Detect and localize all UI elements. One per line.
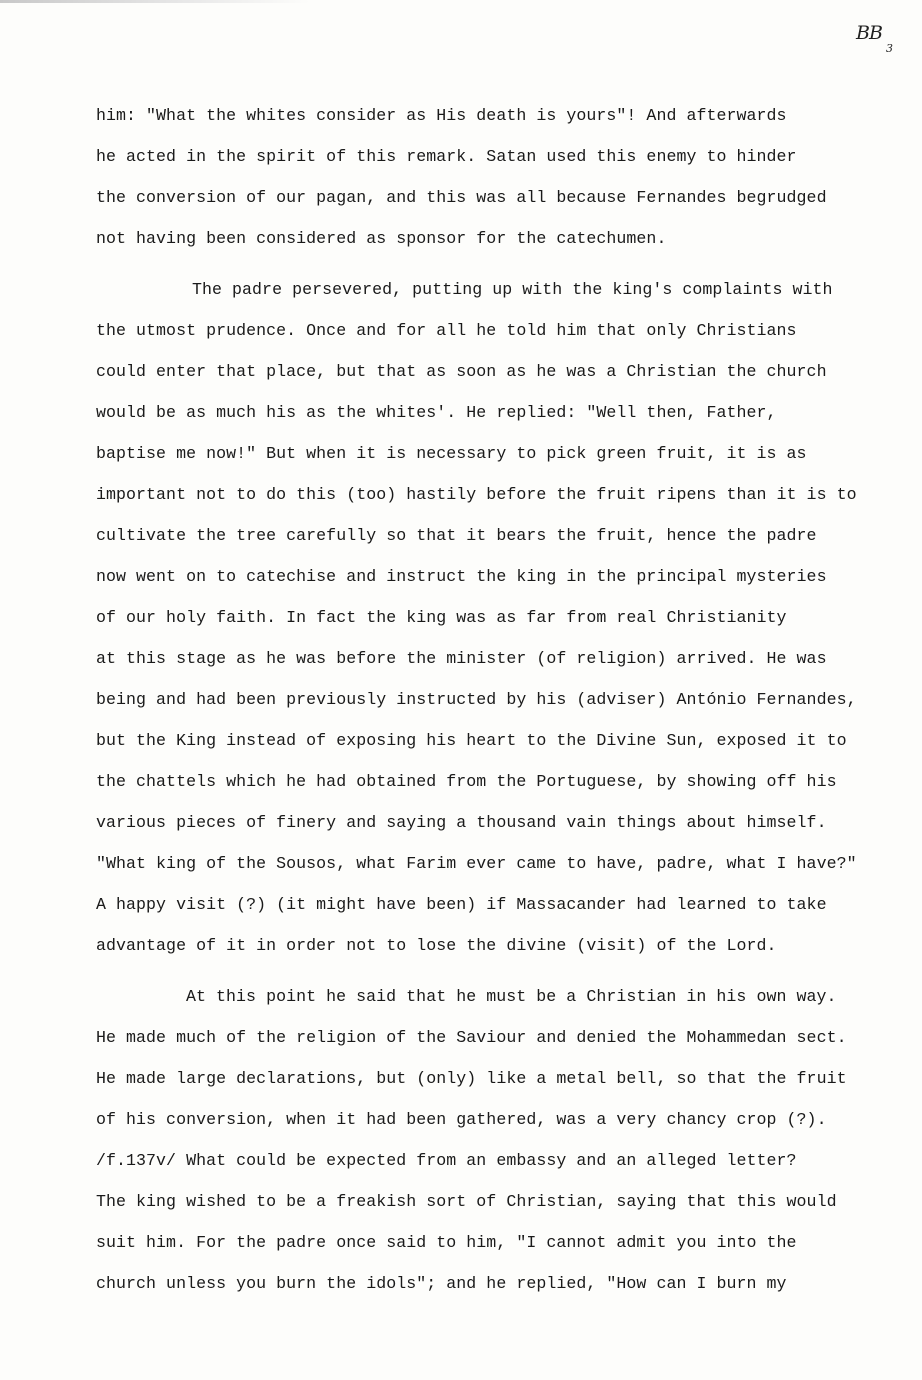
text-line: At this point he said that he must be a Christian in his own way. [186, 987, 837, 1006]
text-line: now went on to catechise and instruct the king in the principal mysteries [96, 567, 827, 586]
text-line: The padre persevered, putting up with the king's complaints with [192, 280, 833, 299]
text-line: A happy visit (?) (it might have been) if Massacander had learned to take [96, 895, 827, 914]
text-line: could enter that place, but that as soon as he was a Christian the church [96, 362, 827, 381]
text-line: baptise me now!" But when it is necessary to pick green fruit, it is as [96, 444, 807, 463]
text-line: advantage of it in order not to lose the divine (visit) of the Lord. [96, 936, 777, 955]
text-line: various pieces of finery and saying a thousand vain things about himself. [96, 813, 827, 832]
text-line: of our holy faith. In fact the king was as far from real Christianity [96, 608, 787, 627]
text-line: but the King instead of exposing his heart to the Divine Sun, exposed it to [96, 731, 847, 750]
page-mark-number: 3 [886, 42, 893, 55]
text-line: He made large declarations, but (only) like a metal bell, so that the fruit [96, 1069, 847, 1088]
page-mark: BB [856, 22, 882, 44]
paragraph-2 [96, 269, 896, 966]
text-line: him: "What the whites consider as His death is yours"! And afterwards [96, 106, 787, 125]
text-line: being and had been previously instructed by his (adviser) António Fernandes, [96, 690, 857, 709]
text-line: "What king of the Sousos, what Farim ever came to have, padre, what I have?" [96, 854, 857, 873]
text-line: the conversion of our pagan, and this was all because Fernandes begrudged [96, 188, 827, 207]
text-line: the chattels which he had obtained from the Portuguese, by showing off his [96, 772, 837, 791]
text-line: the utmost prudence. Once and for all he told him that only Christians [96, 321, 797, 340]
text-line: would be as much his as the whites'. He replied: "Well then, Father, [96, 403, 777, 422]
text-line: at this stage as he was before the minister (of religion) arrived. He was [96, 649, 827, 668]
text-line: /f.137v/ What could be expected from an embassy and an alleged letter? [96, 1151, 797, 1170]
body-text [96, 95, 896, 1304]
text-line: suit him. For the padre once said to him, "I cannot admit you into the [96, 1233, 797, 1252]
text-line: He made much of the religion of the Saviour and denied the Mohammedan sect. [96, 1028, 847, 1047]
scan-edge-shadow [0, 0, 310, 3]
paragraph-gap [96, 966, 896, 976]
paragraph-gap [96, 259, 896, 269]
text-line: The king wished to be a freakish sort of Christian, saying that this would [96, 1192, 837, 1211]
paragraph-1 [96, 95, 896, 259]
paragraph-3 [96, 976, 896, 1304]
text-line: important not to do this (too) hastily before the fruit ripens than it is to [96, 485, 857, 504]
text-line: of his conversion, when it had been gathered, was a very chancy crop (?). [96, 1110, 827, 1129]
text-line: church unless you burn the idols"; and he replied, "How can I burn my [96, 1274, 787, 1293]
text-line: cultivate the tree carefully so that it bears the fruit, hence the padre [96, 526, 817, 545]
text-line: not having been considered as sponsor for the catechumen. [96, 229, 667, 248]
text-line: he acted in the spirit of this remark. Satan used this enemy to hinder [96, 147, 797, 166]
